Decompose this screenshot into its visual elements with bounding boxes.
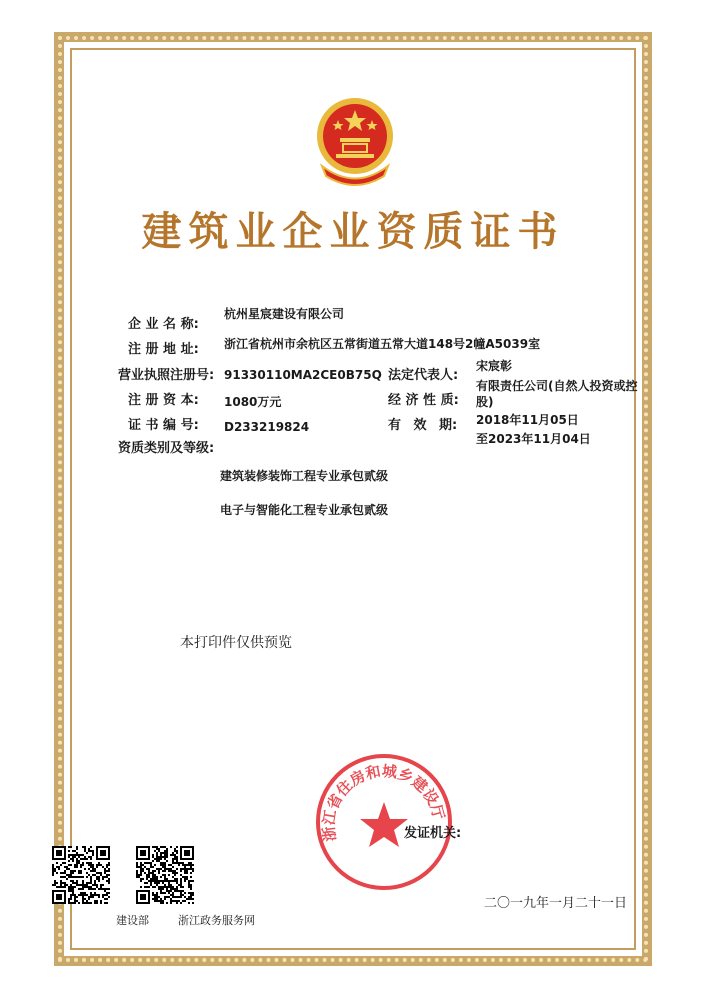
econ-value: 有限责任公司(自然人投资或控股) <box>476 379 638 409</box>
cert-no-value: D233219824 <box>224 420 310 434</box>
qr-caption: 建设部 <box>116 914 149 927</box>
qualification-item: 电子与智能化工程专业承包贰级 <box>220 503 389 517</box>
qr-code-icon <box>136 846 194 904</box>
license-value: 91330110MA2CE0B75Q <box>224 368 382 382</box>
national-emblem-icon <box>314 96 396 188</box>
svg-text:浙江省住房和城乡建设厅: 浙江省住房和城乡建设厅 <box>319 761 448 843</box>
capital-label: 注 册 资 本: <box>128 393 199 408</box>
address-label: 注 册 地 址: <box>128 342 199 357</box>
preview-notice: 本打印件仅供预览 <box>180 635 292 651</box>
valid-label: 有 效 期: <box>388 418 458 433</box>
issuer-label: 发证机关: <box>404 826 462 841</box>
license-label: 营业执照注册号: <box>118 368 215 383</box>
qr-code-icon <box>52 846 110 904</box>
qr-caption: 浙江政务服务网 <box>178 914 255 927</box>
capital-value: 1080万元 <box>224 395 282 409</box>
company-name-label: 企 业 名 称: <box>128 317 199 332</box>
cert-no-label: 证 书 编 号: <box>128 418 199 433</box>
legal-rep-label: 法定代表人: <box>388 368 459 383</box>
econ-label: 经 济 性 质: <box>388 393 459 408</box>
legal-rep-value: 宋宸彰 <box>476 359 513 373</box>
qualification-item: 建筑装修装饰工程专业承包贰级 <box>220 469 389 483</box>
address-value: 浙江省杭州市余杭区五常街道五常大道148号2幢A5039室 <box>224 337 541 351</box>
issue-date: 二〇一九年一月二十一日 <box>484 896 628 911</box>
valid-to-value: 至2023年11月04日 <box>476 432 591 446</box>
certificate-title: 建筑业企业资质证书 <box>141 208 565 255</box>
qualification-label: 资质类别及等级: <box>118 441 215 456</box>
company-name-value: 杭州星宸建设有限公司 <box>224 307 345 321</box>
valid-from-value: 2018年11月05日 <box>476 413 579 427</box>
